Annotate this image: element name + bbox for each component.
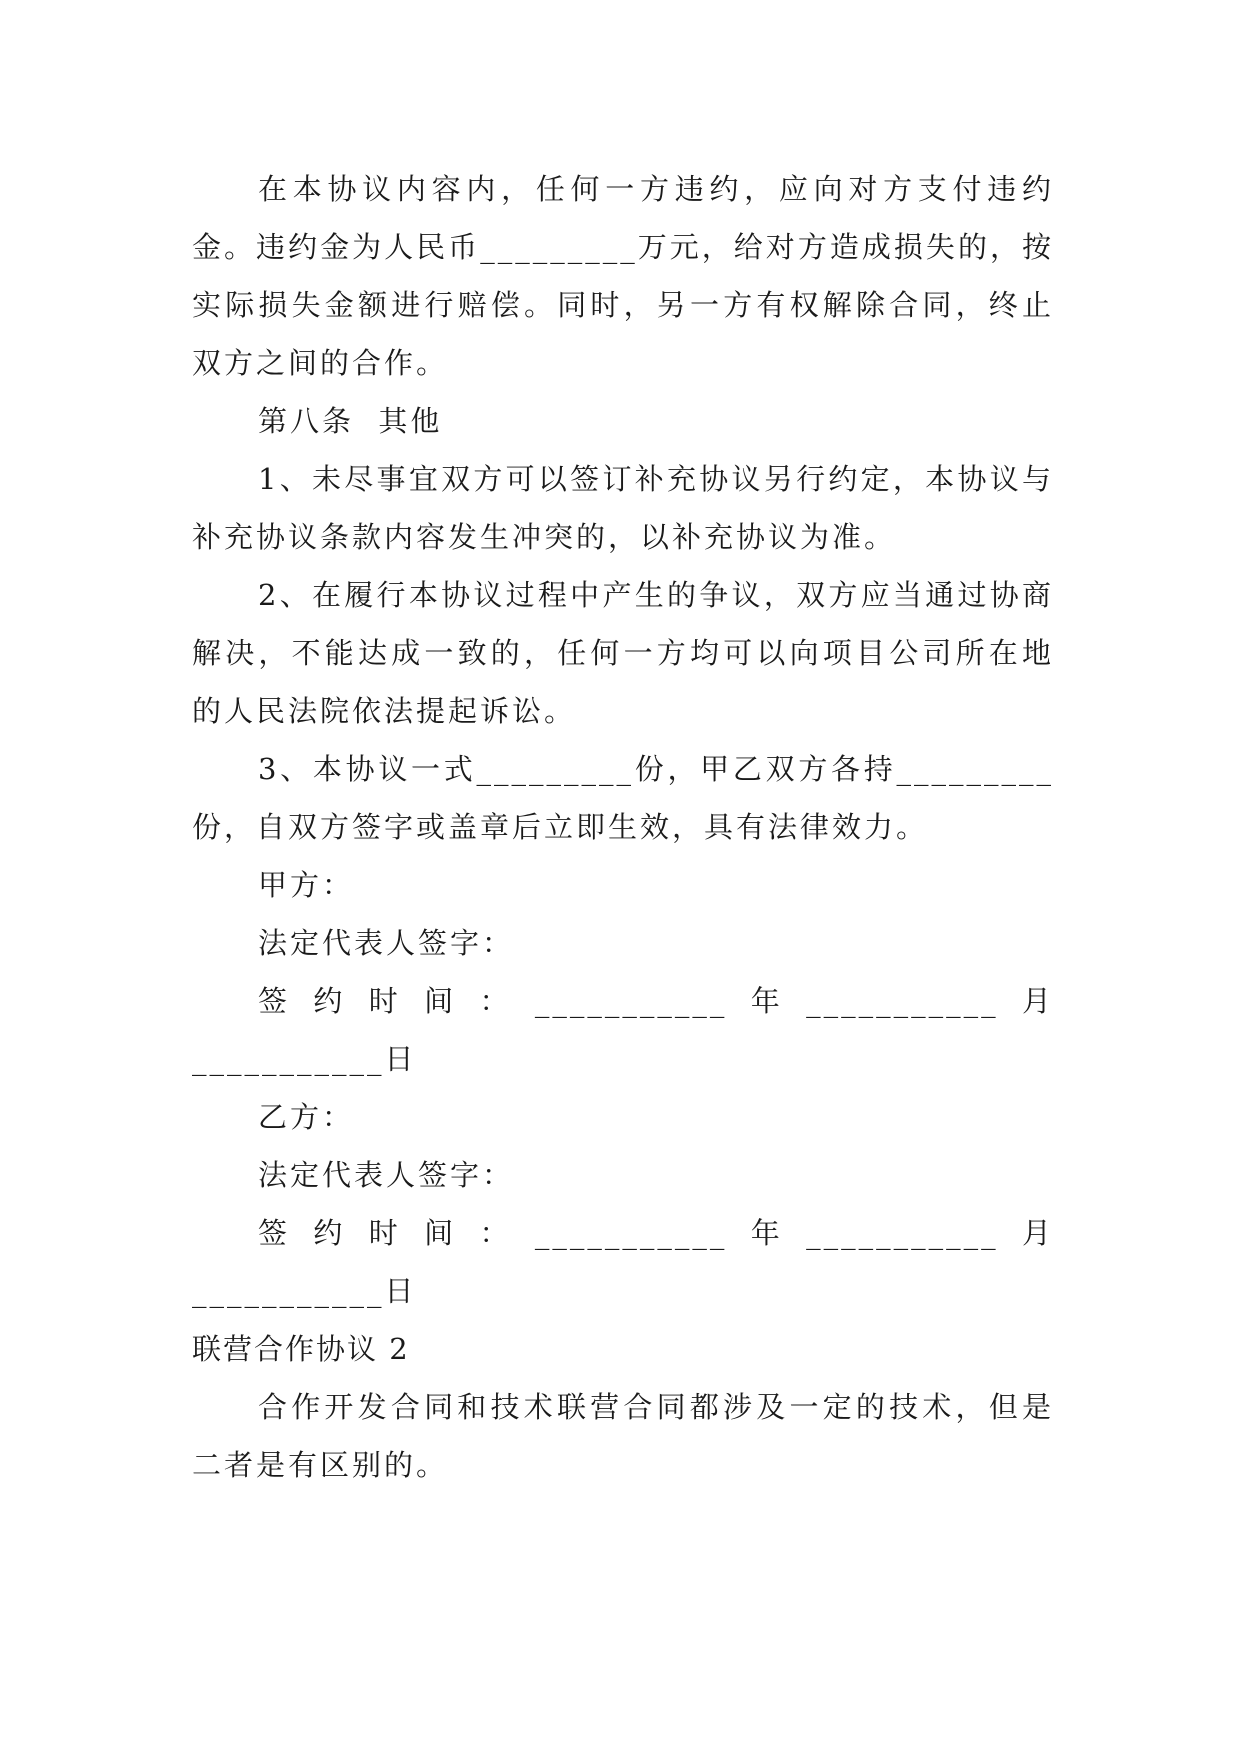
paragraph-clause-2: 2、在履行本协议过程中产生的争议，双方应当通过协商解决，不能达成一致的，任何一方均可以向项目公司所在地的人民法院依法提起诉讼。 bbox=[192, 578, 1054, 728]
paragraph-clause-3: 3、本协议一式_________份，甲乙双方各持_________份，自双方签字或盖章后立即生效，具有法律效力。 bbox=[192, 752, 1054, 844]
paragraph-penalty: 在本协议内容内，任何一方违约，应向对方支付违约金。违约金为人民币_________万元，给对方造成损失的，按实际损失金额进行赔偿。同时，另一方有权解除合同，终止双方之间的合作。 bbox=[192, 172, 1054, 380]
party-b-label: 乙方： bbox=[258, 1100, 355, 1134]
party-a-representative-signature: 法定代表人签字： bbox=[258, 926, 515, 960]
section-title: 联营合作协议 2 bbox=[192, 1332, 410, 1366]
party-a-signing-date: 签约时间：___________年___________月___________日 bbox=[192, 984, 1054, 1076]
party-b-representative-signature: 法定代表人签字： bbox=[258, 1158, 515, 1192]
party-b-signing-date: 签约时间：___________年___________月___________日 bbox=[192, 1216, 1054, 1308]
article-eight-heading: 第八条 其他 bbox=[258, 404, 443, 438]
document-page bbox=[192, 160, 1054, 1494]
paragraph-clause-1: 1、未尽事宜双方可以签订补充协议另行约定，本协议与补充协议条款内容发生冲突的，以补充协议为准。 bbox=[192, 462, 1054, 554]
party-a-label: 甲方： bbox=[258, 868, 355, 902]
section-paragraph: 合作开发合同和技术联营合同都涉及一定的技术，但是二者是有区别的。 bbox=[192, 1390, 1054, 1482]
